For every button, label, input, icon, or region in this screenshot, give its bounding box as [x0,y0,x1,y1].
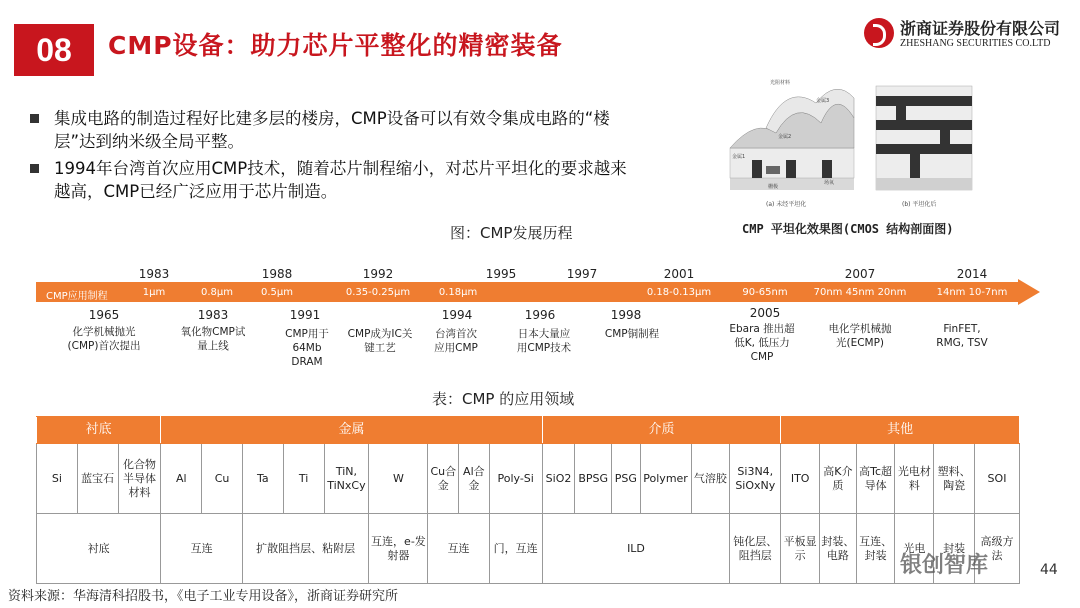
material-cell: SOI [974,444,1019,514]
figure-label-b: (b) 平坦化后 [902,201,937,208]
group-header-other: 其他 [781,417,1020,444]
application-cell: 光电 [895,514,934,584]
part-label: 栅极 [768,184,779,190]
application-cell: 封装 [934,514,975,584]
application-cell: 互连、封装 [856,514,895,584]
bullet-text: 集成电路的制造过程好比建多层的楼房，CMP设备可以有效令集成电路的“楼层”达到纳米级全局平整。 [54,109,610,151]
timeline-event: 电化学机械抛 光(ECMP) [828,323,892,349]
timeline-event: 日本大量应 用CMP技术 [516,328,572,354]
bullet-item [30,107,630,153]
timeline-event: 氧化物CMP试 量上线 [180,326,246,352]
material-cell: ITO [781,444,820,514]
part-label: 金属1 [732,154,746,160]
material-cell: 塑料、陶瓷 [934,444,975,514]
bullet-text: 1994年台湾首次应用CMP技术，随着芯片制程缩小，对芯片平坦化的要求越来越高，CMP已经广泛应用于芯片制造。 [54,159,627,201]
cmp-cross-section-figure [726,78,976,218]
process-node-tag: 0.8μm [200,287,234,298]
logo-cn-text: 浙商证券股份有限公司 [900,19,1061,38]
material-cell: 高K介质 [820,444,857,514]
timeline-year-bottom: 2005 [749,306,781,320]
timeline-year-top: 1992 [362,267,394,281]
timeline-year-top: 1995 [485,267,517,281]
material-cell: 化合物半导体材料 [118,444,161,514]
application-cell: 扩散阻挡层、粘附层 [242,514,368,584]
application-cell: 门，互连 [489,514,542,584]
bullet-square-icon [30,114,39,123]
timeline-year-bottom: 1996 [524,308,556,322]
part-label: 金属3 [816,98,830,104]
timeline-event: CMP用于 64Mb DRAM [285,328,329,368]
table-row [37,514,1020,584]
material-cell: SiO2 [542,444,575,514]
material-cell: TiN, TiNxCy [324,444,369,514]
material-cell: Polymer [640,444,691,514]
section-number-badge: 08 [14,24,94,76]
page-title: CMP设备：助力芯片平整化的精密装备 [108,31,563,60]
company-logo [864,14,1060,54]
group-header-dielectric: 介质 [542,417,781,444]
figure-label-a: (a) 未经平坦化 [766,201,807,208]
part-label: 金属2 [778,134,792,140]
timeline-event: FinFET, RMG, TSV [936,323,988,349]
timeline-year-bottom: 1998 [610,308,642,322]
material-cell: 蓝宝石 [77,444,118,514]
process-node-tag: 0.18μm [438,287,478,298]
application-cell: 封装、电路 [820,514,857,584]
table-title: 表：CMP 的应用领域 [432,390,575,408]
application-cell: 高级方法 [974,514,1019,584]
material-cell: Cu合金 [428,444,459,514]
timeline-year-bottom: 1965 [88,308,120,322]
material-cell: Poly-Si [489,444,542,514]
logo-icon [864,18,894,48]
material-cell: Ta [242,444,283,514]
application-cell: 互连，e-发射器 [369,514,428,584]
group-header-substrate: 衬底 [37,417,161,444]
timeline-year-bottom: 1994 [441,308,473,322]
material-cell: 气溶胶 [691,444,730,514]
bullet-square-icon [30,164,39,173]
application-cell: 互连 [161,514,243,584]
timeline-year-top: 1997 [566,267,598,281]
timeline-event: 台湾首次 应用CMP [434,328,478,354]
timeline-year-top: 2007 [844,267,876,281]
watermark: 银创智库 [900,553,989,578]
application-cell: 钝化层、阻挡层 [730,514,781,584]
timeline-title: 图：CMP发展历程 [450,224,573,242]
application-cell: ILD [542,514,730,584]
application-cell: 平板显示 [781,514,820,584]
material-cell: Ti [283,444,324,514]
timeline-year-top: 1983 [138,267,170,281]
table-row [37,444,1020,514]
process-node-tag: 70nm 45nm 20nm [813,287,907,298]
material-cell: Al [161,444,202,514]
timeline-event: CMP铜制程 [604,328,660,340]
timeline-year-top: 2014 [956,267,988,281]
part-label: 光阻材料 [770,80,791,86]
material-cell: BPSG [575,444,612,514]
application-cell: 衬底 [37,514,161,584]
logo-en-text: ZHESHANG SECURITIES CO.LTD [900,38,1051,49]
cmp-application-table [36,416,1020,584]
timeline-year-top: 2001 [663,267,695,281]
timeline-event: CMP成为IC关 键工艺 [347,328,413,354]
material-cell: Al合金 [459,444,490,514]
process-node-tag: 0.18-0.13μm [646,287,712,298]
timeline-event: Ebara 推出超 低K, 低压力 CMP [729,323,795,363]
process-node-tag: 0.5μm [260,287,294,298]
material-cell: Si [37,444,78,514]
application-cell: 互连 [428,514,489,584]
material-cell: 光电材料 [895,444,934,514]
figure-caption: CMP 平坦化效果图(CMOS 结构剖面图) [742,222,954,236]
process-node-tag: 90-65nm [742,287,788,298]
group-header-metal: 金属 [161,417,542,444]
timeline-year-bottom: 1991 [289,308,321,322]
bullet-item [30,157,630,203]
timeline-year-bottom: 1983 [197,308,229,322]
material-cell: W [369,444,428,514]
process-node-tag: 0.35-0.25μm [345,287,411,298]
process-node-tag: 14nm 10-7nm [936,287,1008,298]
page-number: 44 [1040,562,1058,578]
material-cell: Si3N4, SiOxNy [730,444,781,514]
timeline-event: 化学机械抛光 (CMP)首次提出 [67,326,141,352]
source-note: 资料来源：华海清科招股书，《电子工业专用设备》，浙商证券研究所 [8,589,399,604]
material-cell: Cu [202,444,243,514]
material-cell: 高Tc超导体 [856,444,895,514]
material-cell: PSG [612,444,641,514]
unplanarized-structure [730,79,854,208]
timeline-year-top: 1988 [261,267,293,281]
timeline-arrow-label: CMP应用制程 [46,291,108,302]
part-label: 场氧 [824,180,835,186]
process-node-tag: 1μm [142,287,166,298]
planarized-structure [876,86,972,208]
